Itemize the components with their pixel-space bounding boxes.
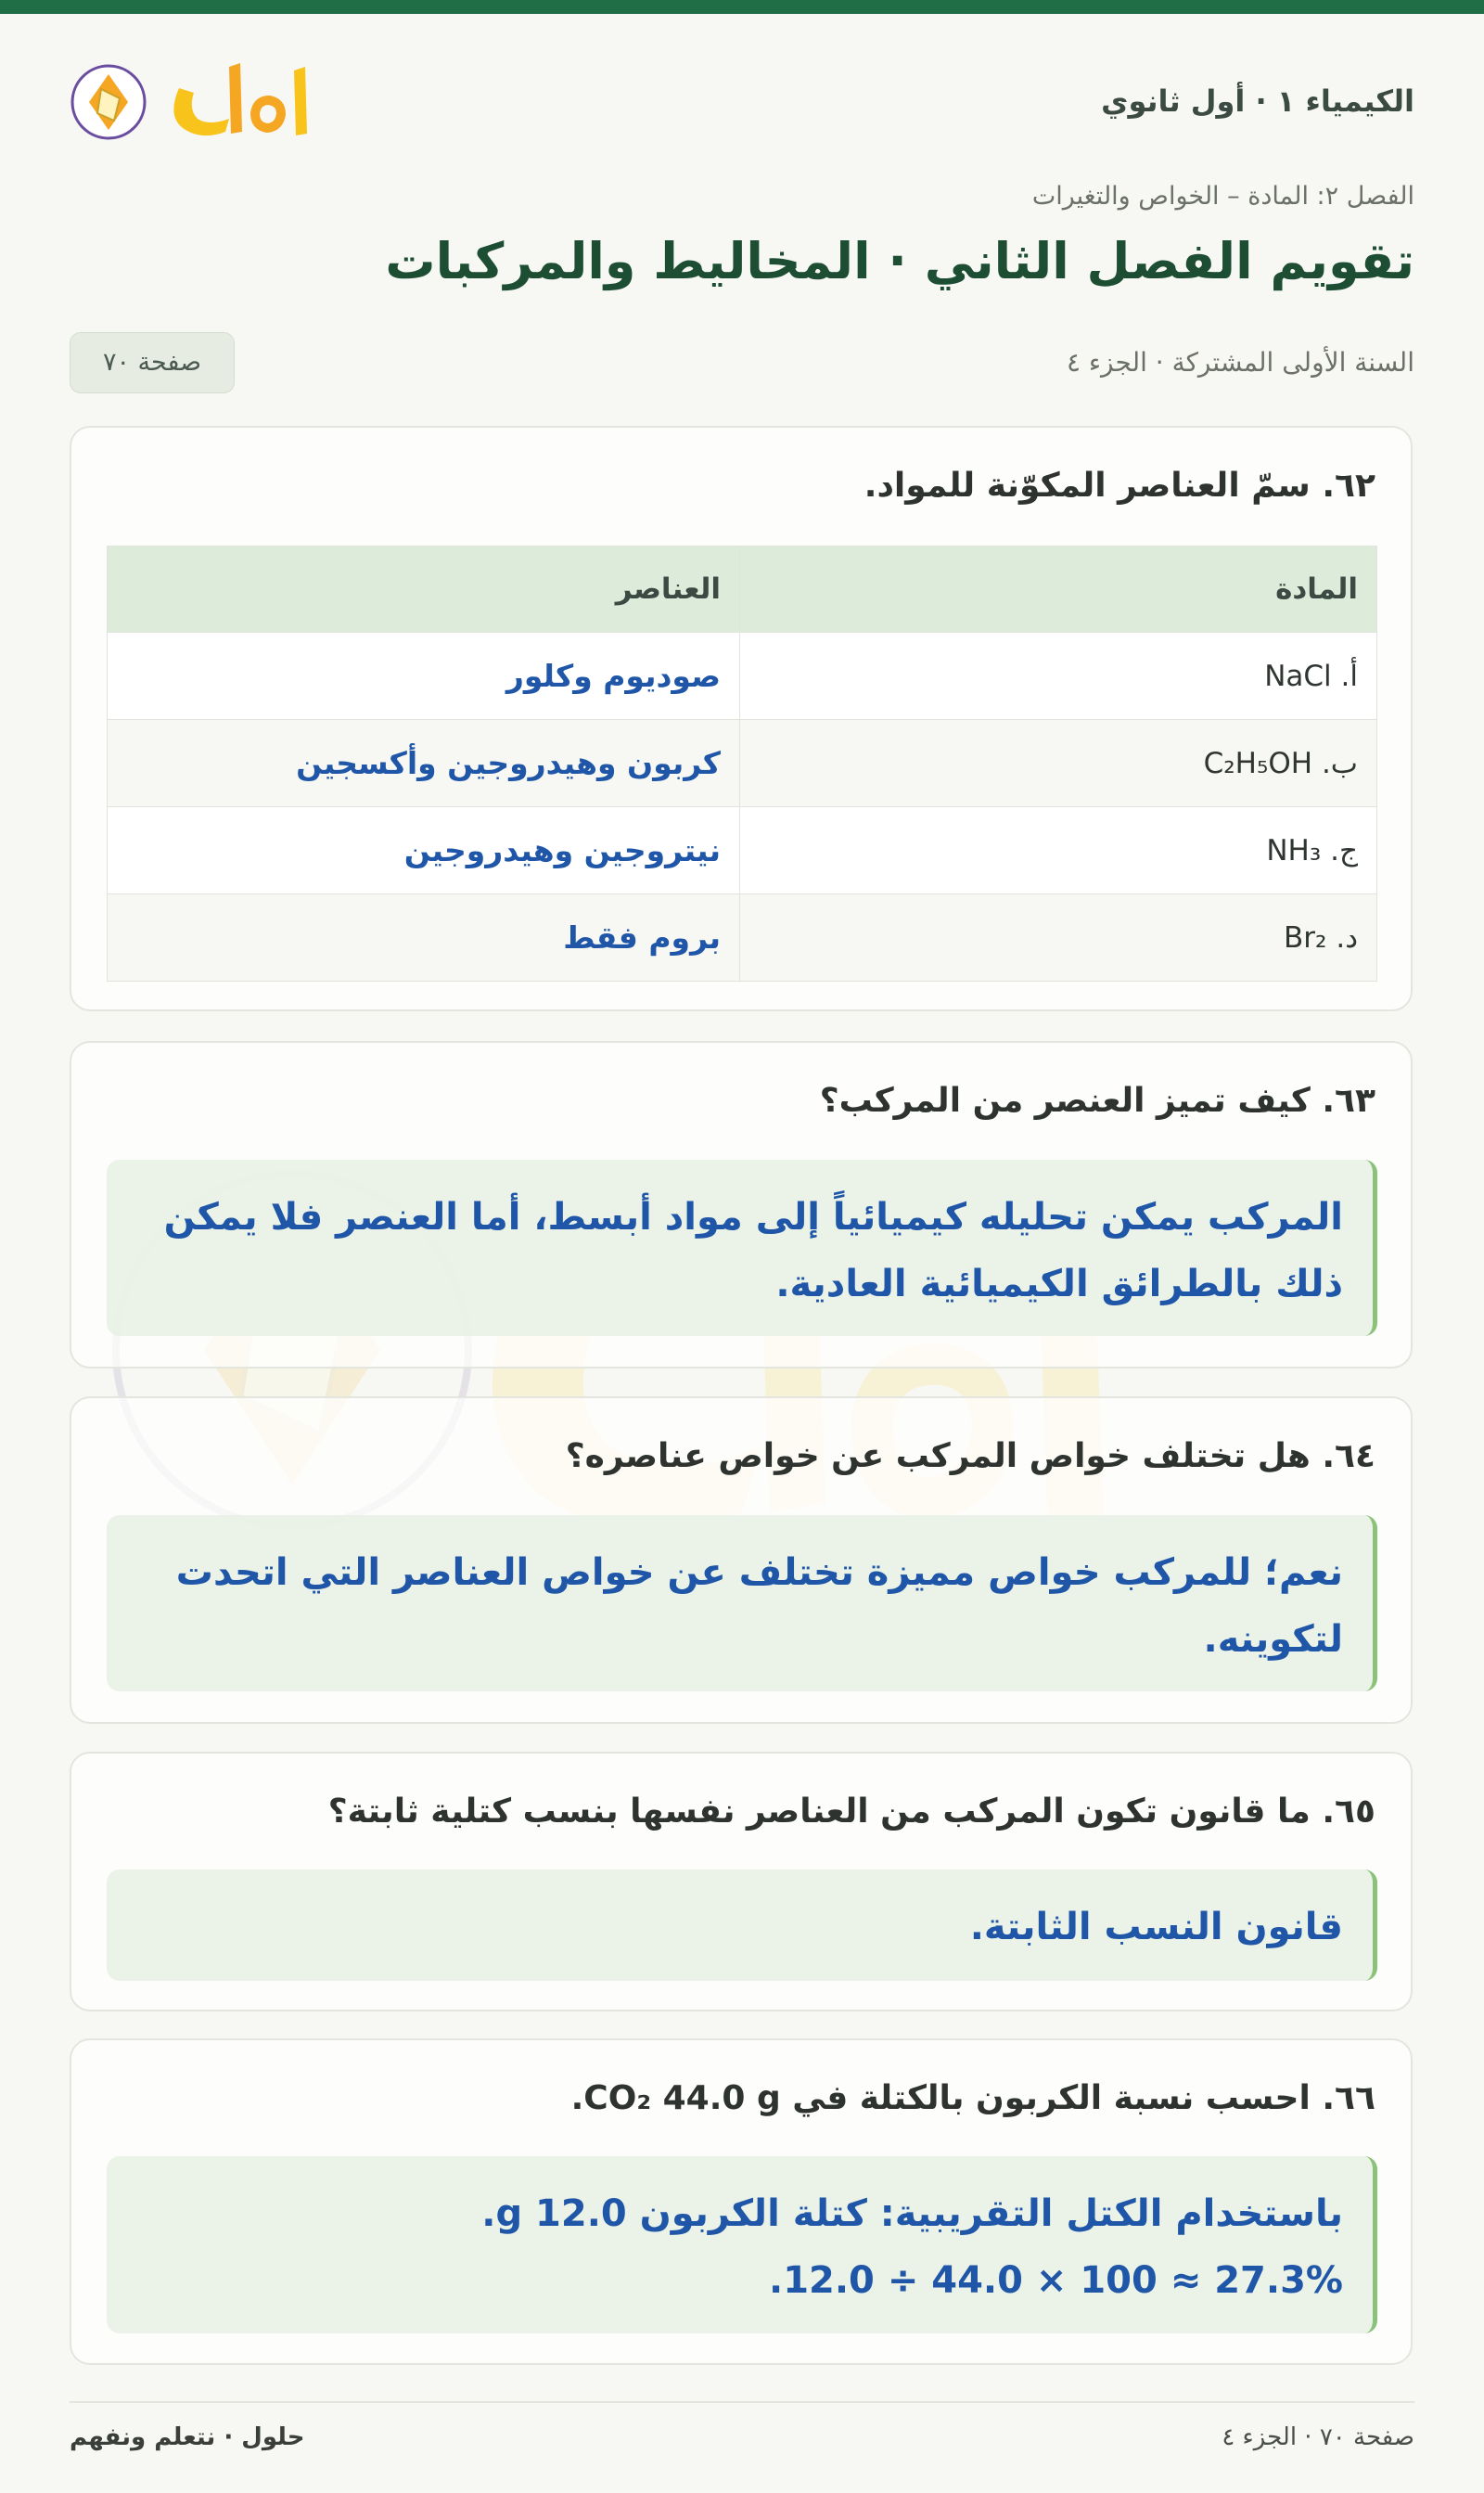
elements-cell: صوديوم وكلور — [108, 633, 740, 720]
page-header — [70, 56, 1414, 148]
answer-line: المركب يمكن تحليله كيميائياً إلى مواد أبسط، أما العنصر فلا يمكن — [163, 1196, 1343, 1239]
substance-cell: ب. C₂H₅OH — [740, 720, 1377, 807]
question-card-66 — [70, 2038, 1413, 2365]
question-title: ٦٣. كيف تميز العنصر من المركب؟ — [819, 1082, 1375, 1120]
answer-line: نعم؛ للمركب خواص مميزة تختلف عن خواص العناصر التي اتحدت — [175, 1551, 1343, 1594]
answer-box — [107, 1160, 1377, 1336]
answer-line: 27.3% ≈ 100 × 44.0 ÷ 12.0. — [768, 2259, 1343, 2302]
substance-cell: ج. NH₃ — [740, 807, 1377, 894]
substance-cell: د. Br₂ — [740, 894, 1377, 982]
question-card-62 — [70, 426, 1413, 1011]
table-row — [108, 633, 1377, 720]
footer-page-info: صفحة ٧٠ · الجزء ٤ — [1222, 2423, 1414, 2451]
table-row — [108, 894, 1377, 982]
question-card-64 — [70, 1396, 1413, 1724]
answer-box — [107, 2156, 1377, 2333]
book-title: الكيمياء ١ · أول ثانوي — [1101, 84, 1414, 119]
substance-cell: أ. NaCl — [740, 633, 1377, 720]
table-row — [108, 720, 1377, 807]
question-title: ٦٤. هل تختلف خواص المركب عن خواص عناصره؟ — [565, 1437, 1375, 1475]
chapter-breadcrumb: الفصل ٢: المادة – الخواص والتغيرات — [1031, 182, 1414, 211]
top-accent-bar — [0, 0, 1484, 14]
answer-box — [107, 1870, 1377, 1981]
column-header-substance: المادة — [740, 546, 1377, 633]
page-number-badge: صفحة ٧٠ — [70, 332, 235, 393]
question-title: ٦٢. سمّ العناصر المكوّنة للمواد. — [864, 467, 1375, 505]
answer-box — [107, 1515, 1377, 1691]
table-header-row — [108, 546, 1377, 633]
hulul-logo-icon[interactable] — [70, 56, 320, 148]
answer-line: قانون النسب الثابتة. — [969, 1906, 1343, 1948]
page-title: تقويم الفصل الثاني · المخاليط والمركبات — [385, 232, 1414, 290]
footer-brand: حلول · نتعلم ونفهم — [70, 2423, 305, 2451]
elements-cell: نيتروجين وهيدروجين — [108, 807, 740, 894]
volume-meta: السنة الأولى المشتركة · الجزء ٤ — [1066, 347, 1414, 378]
column-header-elements: العناصر — [108, 546, 740, 633]
table-row — [108, 807, 1377, 894]
answer-line: لتكوينه. — [1203, 1618, 1343, 1661]
elements-cell: بروم فقط — [108, 894, 740, 982]
footer-divider — [70, 2401, 1414, 2403]
question-title: ٦٦. احسب نسبة الكربون بالكتلة في CO₂ 44.0 g. — [570, 2079, 1375, 2117]
answer-line: ذلك بالطرائق الكيميائية العادية. — [775, 1263, 1343, 1305]
question-title: ٦٥. ما قانون تكون المركب من العناصر نفسها بنسب كتلية ثابتة؟ — [327, 1793, 1375, 1831]
elements-cell: كربون وهيدروجين وأكسجين — [108, 720, 740, 807]
elements-table — [107, 546, 1377, 982]
question-card-63 — [70, 1041, 1413, 1369]
question-card-65 — [70, 1752, 1413, 2011]
answer-line: باستخدام الكتل التقريبية: كتلة الكربون 12.0 g. — [481, 2192, 1343, 2235]
